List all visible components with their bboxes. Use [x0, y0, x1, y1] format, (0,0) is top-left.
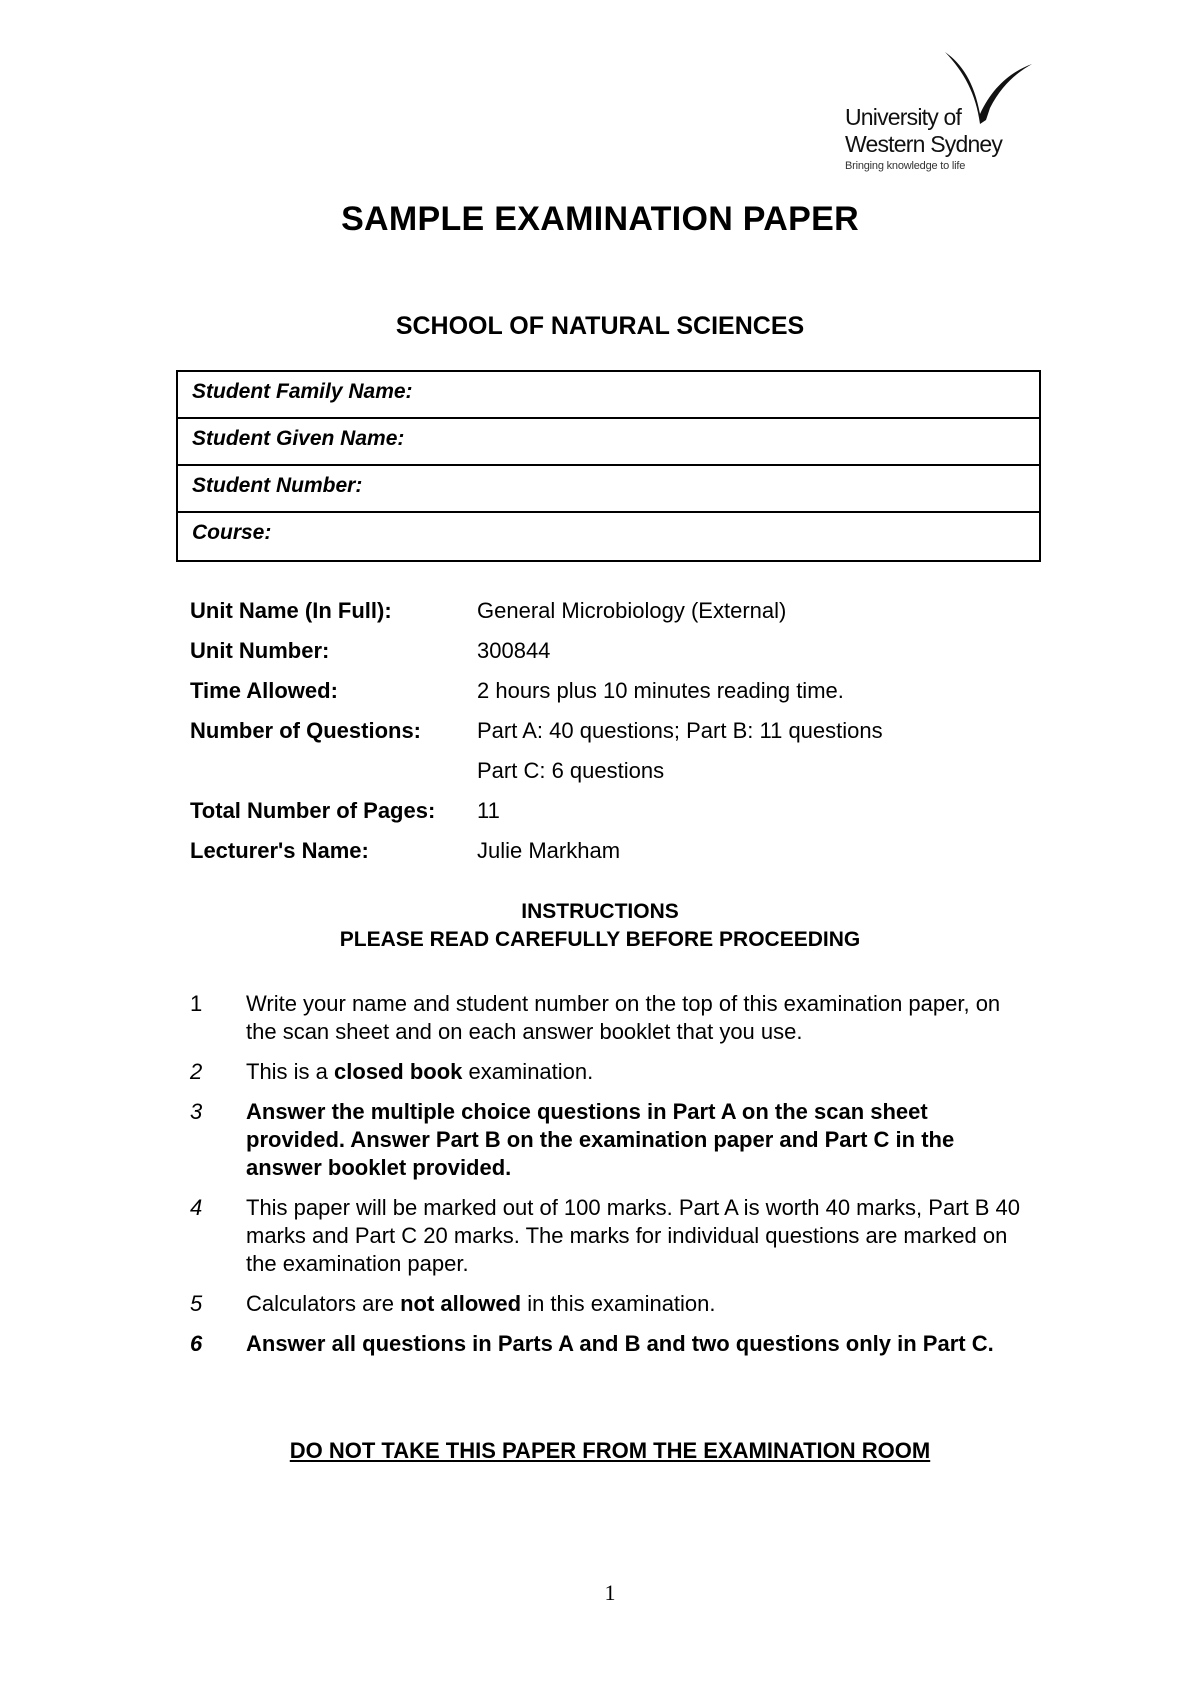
instructions-heading	[0, 898, 1200, 954]
instruction-text: This paper will be marked out of 100 marks. Part A is worth 40 marks, Part B 40 marks and Part C 20 marks. The marks for individual questions are marked on the examination paper.	[246, 1195, 1020, 1276]
unit-info-label: Lecturer's Name:	[190, 838, 369, 863]
unit-info-value: 2 hours plus 10 minutes reading time.	[477, 678, 844, 703]
unit-info-label: Total Number of Pages:	[190, 798, 436, 823]
instruction-text: in this examination.	[521, 1291, 716, 1316]
instruction-number: 2	[190, 1059, 203, 1084]
instructions-heading-line-2: PLEASE READ CAREFULLY BEFORE PROCEEDING	[339, 928, 861, 951]
instruction-item	[190, 1058, 1020, 1086]
exam-room-warning: DO NOT TAKE THIS PAPER FROM THE EXAMINATION ROOM	[289, 1438, 931, 1463]
unit-info-value: Julie Markham	[477, 838, 621, 863]
instruction-item	[190, 1290, 1020, 1318]
logo-line-2: Western Sydney	[845, 131, 1003, 157]
unit-info-row	[190, 798, 990, 838]
course-field[interactable]: Course:	[192, 521, 272, 544]
logo-tagline: Bringing knowledge to life	[845, 160, 966, 172]
instruction-emphasis: closed book	[334, 1059, 463, 1084]
unit-info-row	[190, 838, 990, 878]
instructions-heading-line-1: INSTRUCTIONS	[521, 900, 679, 923]
instruction-number: 5	[190, 1291, 203, 1316]
instruction-number: 1	[190, 991, 203, 1016]
unit-info-label: Unit Name (In Full):	[190, 598, 392, 623]
unit-info-label: Number of Questions:	[190, 718, 422, 743]
unit-info-row	[190, 638, 990, 678]
instruction-number: 3	[190, 1099, 203, 1124]
unit-info-value: General Microbiology (External)	[477, 598, 787, 623]
unit-info-row	[190, 758, 990, 798]
instruction-item	[190, 1098, 1020, 1182]
page-number: 1	[604, 1580, 616, 1605]
instruction-emphasis: Answer the multiple choice questions in Part A on the scan sheet provided. Answer Part B on the examination paper and Part C in the answer booklet provided.	[246, 1099, 955, 1180]
unit-info-value: 300844	[477, 638, 551, 663]
unit-info-value: 11	[477, 798, 500, 823]
exam-title: SAMPLE EXAMINATION PAPER	[341, 200, 859, 238]
instruction-item	[190, 990, 1020, 1046]
unit-info-value: Part C: 6 questions	[477, 758, 665, 783]
school-name: SCHOOL OF NATURAL SCIENCES	[395, 312, 805, 340]
student-given-name-field[interactable]: Student Given Name:	[178, 419, 1039, 466]
instruction-text: This is a	[246, 1059, 335, 1084]
student-details-table	[176, 370, 1041, 562]
unit-info-label: Unit Number:	[190, 638, 330, 663]
unit-info-row	[190, 718, 990, 758]
instruction-text: Calculators are	[246, 1291, 401, 1316]
instruction-text: Write your name and student number on the top of this examination paper, on the scan sheet and on each answer booklet that you use.	[246, 991, 1001, 1044]
unit-info-row	[190, 598, 990, 638]
instructions-list	[190, 990, 1020, 1370]
instruction-emphasis: Answer all questions in Parts A and B and two questions only in Part C.	[246, 1331, 994, 1356]
university-logo	[845, 50, 1035, 175]
student-number-field[interactable]: Student Number:	[178, 466, 1039, 513]
unit-info	[190, 598, 990, 878]
instruction-item	[190, 1330, 1020, 1358]
unit-info-row	[190, 678, 990, 718]
instruction-number: 6	[190, 1331, 203, 1356]
unit-info-label: Time Allowed:	[190, 678, 338, 703]
logo-line-1: University of	[845, 104, 962, 130]
unit-info-value: Part A: 40 questions; Part B: 11 questions	[477, 718, 883, 743]
instruction-emphasis: not allowed	[400, 1291, 522, 1316]
student-family-name-field[interactable]: Student Family Name:	[178, 372, 1039, 419]
instruction-number: 4	[190, 1195, 203, 1220]
instruction-text: examination.	[462, 1059, 594, 1084]
instruction-item	[190, 1194, 1020, 1278]
